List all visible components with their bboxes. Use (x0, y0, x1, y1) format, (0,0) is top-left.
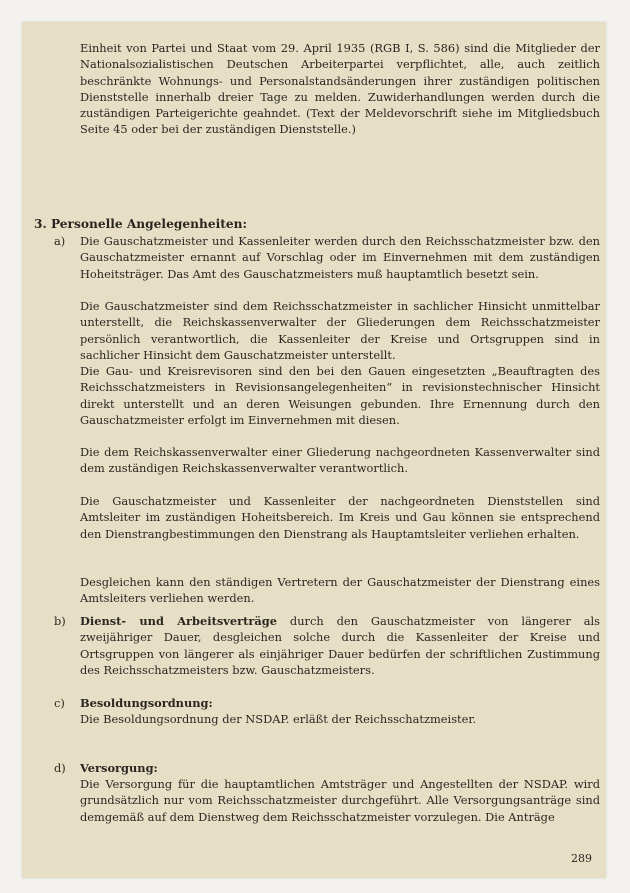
page-number: 289 (571, 852, 592, 865)
section-c-title: Besoldungsordnung: (80, 696, 213, 710)
section-b-marker: b) (54, 614, 66, 628)
section-d-title: Versorgung: (80, 761, 158, 775)
intro-paragraph: Einheit von Partei und Staat vom 29. April 1935 (RGB I, S. 586) sind die Mitglieder der Nationalsozialistischen Deutschen Arbeiterpartei verpflichtet, alle, auch zeitlich beschränkte Wohnungs- und Personalstandsänderungen ihrer zuständigen politischen Dienststelle innerhalb dreier Tage zu melden. Zuwiderhandlungen werden durch die zuständigen Parteigerichte geahndet. (Text der Meldevorschrift siehe im Mitgliedsbuch Seite 45 oder bei der zuständigen Dienststelle.) (80, 41, 600, 137)
section-a-paragraph-1: Die Gauschatzmeister und Kassenleiter werden durch den Reichsschatzmeister bzw. den Gauschatzmeister ernannt auf Vorschlag oder im Einvernehmen mit dem zuständigen Hoheitsträger. Das Amt des Gauschatzmeisters muß hauptamtlich besetzt sein. (80, 234, 600, 281)
section-a-paragraph-6: Desgleichen kann den ständigen Vertretern der Gauschatzmeister der Dienstrang eines Amtsleiters verliehen werden. (80, 575, 600, 606)
book-page (22, 22, 606, 878)
section-a-paragraph-5: Die Gauschatzmeister und Kassenleiter der nachgeordneten Dienststellen sind Amtsleiter im zuständigen Hoheitsbereich. Im Kreis und Gau können sie entsprechend den Dienstrangbestimmungen den Dienstrang als Hauptamtsleiter verliehen erhalten. (80, 494, 600, 541)
section-d-text: Die Versorgung für die hauptamtlichen Amtsträger und Angestellten der NSDAP. wird grundsätzlich nur vom Reichsschatzmeister durchgeführt. Alle Versorgungsanträge sind demgemäß auf dem Dienstweg dem Reichsschatzmeister vorzulegen. Die Anträge (80, 777, 600, 824)
section-a-paragraph-2: Die Gauschatzmeister sind dem Reichsschatzmeister in sachlicher Hinsicht unmittelbar unterstellt, die Reichskassenverwalter der Gliederungen dem Reichsschatzmeister persönlich verantwortlich, die Kassenleiter der Kreise und Ortsgruppen sind in sachlicher Hinsicht dem Gauschatzmeister unterstellt. (80, 299, 600, 362)
section-b-title: Dienst- und Arbeitsverträge (80, 614, 277, 628)
section-a-marker: a) (54, 234, 66, 248)
section-c-text: Die Besoldungsordnung der NSDAP. erläßt der Reichsschatzmeister. (80, 712, 477, 726)
section-a-paragraph-3: Die Gau- und Kreisrevisoren sind den bei den Gauen eingesetzten „Beauftragten des Reichsschatzmeisters in Revisionsangelegenheiten“ in revisionstechnischer Hinsicht direkt unterstellt und an deren Weisungen gebunden. Ihre Ernennung durch den Gauschatzmeister erfolgt im Einvernehmen mit diesen. (80, 364, 600, 427)
section-c-marker: c) (54, 696, 65, 710)
section-heading: 3. Personelle Angelegenheiten: (34, 217, 247, 231)
section-b-paragraph (80, 613, 600, 678)
section-a-paragraph-4: Die dem Reichskassenverwalter einer Gliederung nachgeordneten Kassenverwalter sind dem zuständigen Reichskassenverwalter verantwortlich. (80, 445, 600, 476)
section-b-text: durch den Gauschatzmeister von längerer als zweijähriger Dauer, desgleichen solche durch die Kassenleiter der Kreise und Ortsgruppen von längerer als einjähriger Dauer bedürfen der schriftlichen Zustimmung des Reichsschatzmeisters bzw. Gauschatzmeisters. (80, 614, 600, 677)
section-d-marker: d) (54, 761, 66, 775)
